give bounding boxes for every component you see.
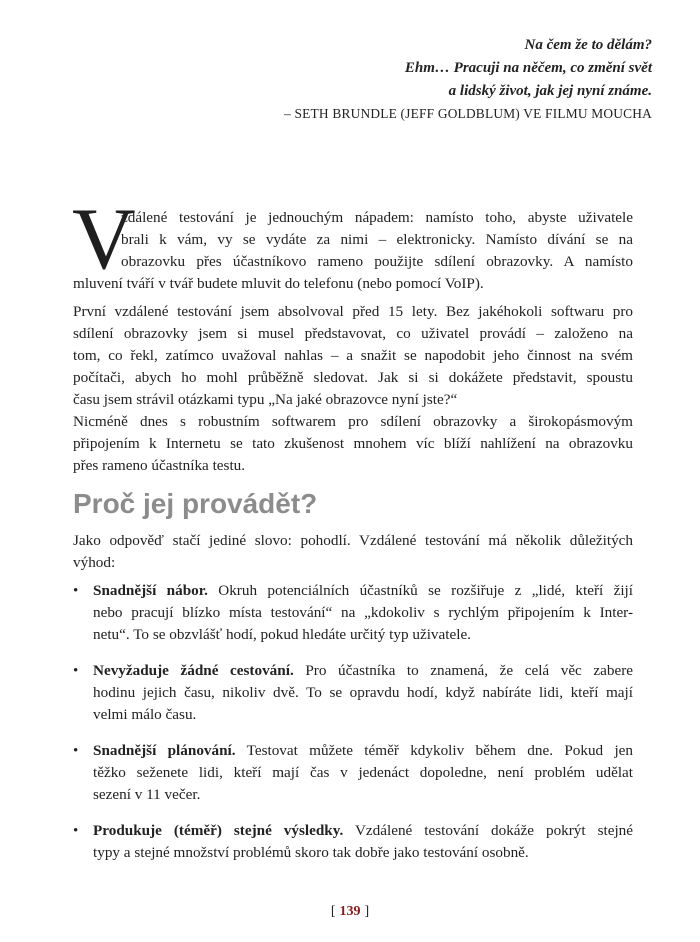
epigraph-attribution: – SETH BRUNDLE (JEFF GOLDBLUM) VE FILMU MOUCHA — [284, 106, 652, 121]
epigraph-line: a lidský život, jak jej nyní známe. — [448, 83, 652, 99]
text-line: počítači, abych ho mohl průběžně sledovat. Jak si si dokážete představit, spoustu — [73, 369, 633, 386]
bullet-icon: • — [73, 742, 79, 759]
text-line: Nicméně dnes s robustním softwarem pro sdílení obrazovky a širokopásmovým — [73, 413, 633, 430]
list-item — [73, 580, 633, 646]
text-line: mluvení tváří v tvář budete mluvit do telefonu (nebo pomocí VoIP). — [73, 275, 484, 292]
epigraph-line: Ehm… Pracuji na něčem, co změní svět — [404, 60, 652, 76]
list-item-title: Produkuje (téměř) stejné výsledky. — [93, 822, 344, 839]
page-number-value: 139 — [339, 904, 361, 919]
list-item — [73, 820, 633, 864]
text-line: přes rameno účastníka testu. — [73, 457, 246, 474]
text-line: typy a stejné množství problémů skoro tak dobře jako testování osobně. — [93, 844, 529, 861]
list-item-title: Nevyžaduje žádné cestování. — [93, 662, 294, 679]
bullet-icon: • — [73, 662, 79, 679]
page-number — [0, 904, 700, 920]
text-line: brali k vám, vy se vydáte za nimi – elektronicky. Namísto dívání se na — [121, 231, 633, 248]
drop-cap: V — [72, 191, 136, 288]
advantages-list — [73, 580, 633, 878]
text-line: Testovat můžete téměř kdykoliv během dne. Pokud jen — [235, 742, 634, 759]
list-item-title: Snadnější plánování. — [93, 742, 236, 759]
text-line: zdálené testování je jednouchým nápadem: namísto toho, abyste uživatele — [121, 209, 633, 226]
text-line: První vzdálené testování jsem absolvoval před 15 lety. Bez jakéhokoli softwaru pro — [73, 303, 633, 320]
text-line: hodinu jejich času, nikoliv dvě. To se opravdu hodí, když nabíráte lidi, kteří mají — [93, 684, 633, 701]
list-item-title: Snadnější nábor. — [93, 582, 208, 599]
text-line: Jako odpověď stačí jediné slovo: pohodlí. Vzdálené testování má několik důležitých — [73, 532, 633, 549]
paragraph-first-remote-test — [73, 301, 633, 411]
text-line: těžko seženete lidi, kteří mají čas v jedenáct dopoledne, není problém udělat — [93, 764, 633, 781]
epigraph-line: Na čem že to dělám? — [524, 37, 652, 53]
text-line: obrazovku přes účastníkovo rameno použijte sdílení obrazovky. A namísto — [121, 253, 633, 270]
bracket-close: ] — [364, 904, 370, 919]
bullet-icon: • — [73, 822, 79, 839]
text-line: Okruh potenciálních účastníků se rozšiřuje z „lidé, kteří žijí — [207, 582, 633, 599]
paragraph-today — [73, 411, 633, 477]
text-line: Vzdálené testování dokáže pokrýt stejné — [343, 822, 633, 839]
epigraph-quote — [300, 34, 652, 103]
list-item — [73, 660, 633, 726]
text-line: času jsem strávil otázkami typu „Na jaké obrazovce nyní jste?“ — [73, 391, 458, 408]
bracket-open: [ — [330, 904, 336, 919]
section-intro — [73, 530, 633, 574]
text-line: sezení v 11 večer. — [93, 786, 201, 803]
text-line: tom, co řekl, zatímco uvažoval nahlas – a snažit se napodobit jeho činnost na svém — [73, 347, 633, 364]
text-line: Pro účastníka to znamená, že celá věc zabere — [293, 662, 633, 679]
bullet-icon: • — [73, 582, 79, 599]
text-line: výhod: — [73, 554, 116, 571]
text-line: nebo pracují blízko místa testování“ na „kdokoliv s rychlým připojením k Inter- — [93, 604, 633, 621]
section-heading: Proč jej provádět? — [73, 488, 318, 519]
text-line: sdílení obrazovky jsem si musel představovat, co uživatel provádí – založeno na — [73, 325, 633, 342]
list-item — [73, 740, 633, 806]
text-line: netu“. To se obzvlášť hodí, pokud hledáte určitý typ uživatele. — [93, 626, 471, 643]
text-line: velmi málo času. — [93, 706, 197, 723]
text-line: připojením k Internetu se tato zkušenost mnohem víc blíží nahlížení na obrazovku — [73, 435, 633, 452]
intro-paragraph — [73, 207, 633, 295]
